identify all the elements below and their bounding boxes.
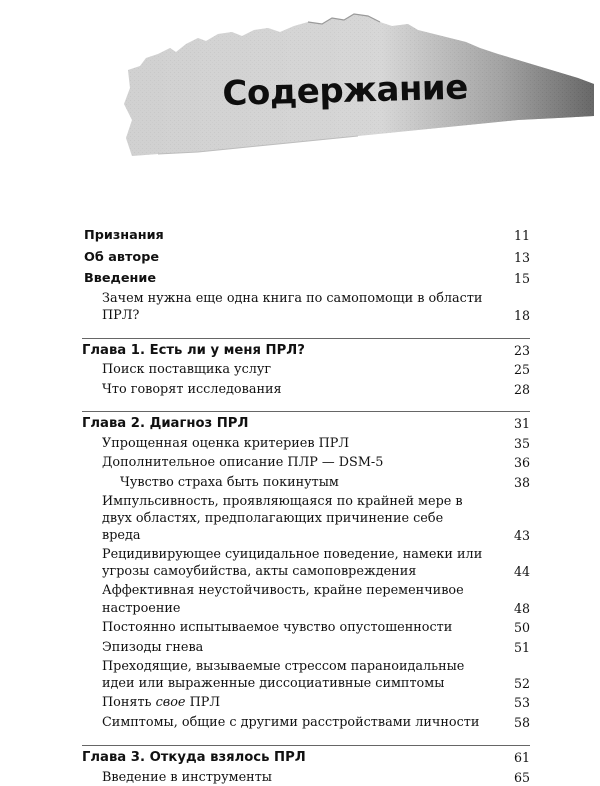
toc-chapter [82, 338, 530, 360]
toc-entry [84, 249, 530, 267]
toc-entry [84, 270, 530, 288]
toc-entry-title-emphasis: свое [156, 695, 186, 710]
toc-entry-title: Признания [84, 227, 504, 245]
toc-entry [84, 769, 530, 786]
toc-entry-title-start: Понять [102, 695, 156, 710]
toc-entry [84, 546, 530, 580]
toc-page-number: 50 [504, 619, 530, 637]
toc-chapter-title: Глава 2. Диагноз ПРЛ [82, 415, 504, 433]
toc-entry [84, 619, 530, 637]
toc-entry-title: Аффективная неустойчивость, крайне переменчивое настроение [84, 582, 504, 617]
toc-entry [84, 639, 530, 657]
toc-entry-title: Импульсивность, проявляющаяся по крайней мере в двух областях, предполагающих причинение себе вреда [84, 493, 504, 544]
toc-entry-title: Введение в инструменты [84, 769, 504, 786]
toc-entry-title: Введение [84, 270, 504, 288]
toc-entry [84, 658, 530, 692]
toc-page-number: 38 [504, 474, 530, 492]
toc-entry-title: Постоянно испытываемое чувство опустошенности [84, 619, 504, 637]
toc-entry-title: Преходящие, вызываемые стрессом параноидальные идеи или выраженные диссоциативные симптомы [84, 658, 504, 692]
toc-page-number: 18 [504, 307, 530, 325]
toc-page-number: 53 [504, 694, 530, 712]
toc-entry-title: Дополнительное описание ПЛР — DSM-5 [84, 454, 504, 472]
toc-entry-title: Что говорят исследования [84, 381, 504, 399]
toc-page-number: 11 [504, 227, 530, 245]
toc-entry-title [84, 694, 504, 712]
toc-page-number: 52 [504, 675, 530, 693]
toc-entry-title: Эпизоды гнева [84, 639, 504, 657]
toc-chapter-title: Глава 1. Есть ли у меня ПРЛ? [82, 342, 504, 360]
toc-chapter [82, 745, 530, 767]
toc-entry [84, 694, 530, 712]
toc-entry [84, 290, 530, 325]
toc-entry-title: Упрощенная оценка критериев ПРЛ [84, 435, 504, 453]
toc-entry [84, 582, 530, 617]
toc-entry [84, 361, 530, 379]
toc-page-number: 35 [504, 435, 530, 453]
toc-page-number: 25 [504, 361, 530, 379]
toc-page-number: 36 [504, 454, 530, 472]
toc-page-number: 65 [504, 769, 530, 786]
toc-entry-title: Об авторе [84, 249, 504, 267]
toc-entry [84, 435, 530, 453]
toc-page-number: 15 [504, 270, 530, 288]
toc-chapter-title: Глава 3. Откуда взялось ПРЛ [82, 749, 504, 767]
toc-entry [84, 381, 530, 399]
toc-page-number: 58 [504, 714, 530, 732]
toc-page-number: 51 [504, 639, 530, 657]
toc-entry-title-end: ПРЛ [186, 695, 221, 710]
toc-page-number: 48 [504, 600, 530, 618]
toc-entry [84, 474, 530, 492]
page-title: Содержание [222, 68, 468, 114]
toc-entry [84, 227, 530, 245]
toc-entry-title: Чувство страха быть покинутым [84, 474, 504, 492]
toc-page-number: 44 [504, 563, 530, 581]
toc-page-number: 13 [504, 249, 530, 267]
toc-entry-title: Зачем нужна еще одна книга по самопомощи в области ПРЛ? [84, 290, 504, 325]
toc-page-number: 28 [504, 381, 530, 399]
toc-entry-title: Поиск поставщика услуг [84, 361, 504, 379]
toc-entry-title: Рецидивирующее суицидальное поведение, намеки или угрозы самоубийства, акты самоповреждения [84, 546, 504, 580]
toc-page-number: 23 [504, 342, 530, 360]
toc-page-number: 31 [504, 415, 530, 433]
toc-page-number: 43 [504, 527, 530, 545]
toc-page-number: 61 [504, 749, 530, 767]
toc-entry [84, 493, 530, 544]
toc-entry-title: Симптомы, общие с другими расстройствами личности [84, 714, 504, 732]
toc-entry [84, 454, 530, 472]
toc-entry [84, 714, 530, 732]
toc-chapter [82, 411, 530, 433]
table-of-contents [84, 223, 530, 786]
